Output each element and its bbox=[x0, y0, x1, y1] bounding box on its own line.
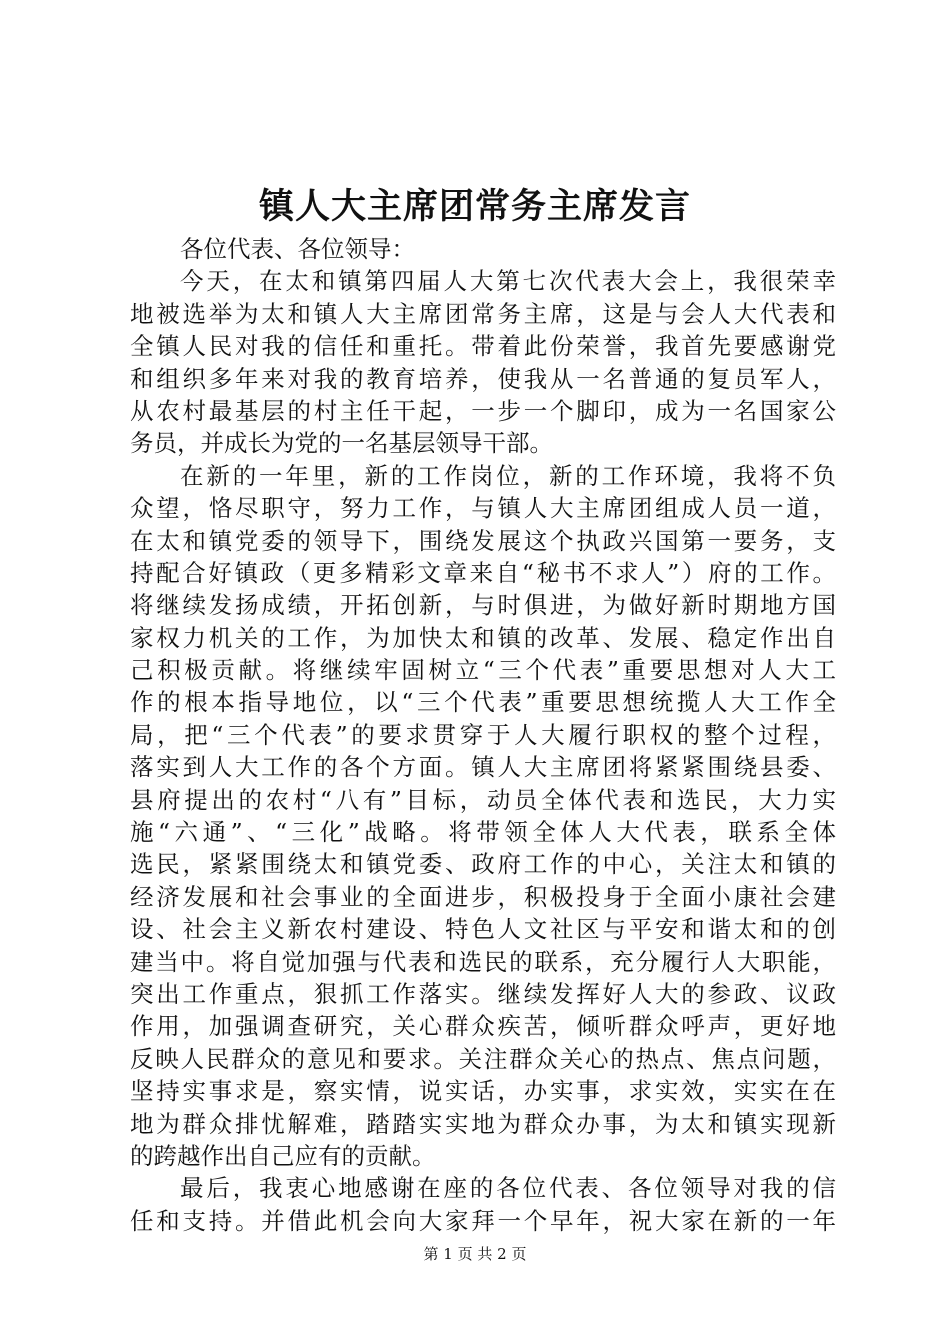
paragraph-line: 落实到人大工作的各个方面。镇人大主席团将紧紧围绕县委、 bbox=[130, 753, 836, 782]
paragraph-line: 县府提出的农村“八有”目标，动员全体代表和选民，大力实 bbox=[130, 785, 836, 814]
paragraph-line: 众望，恪尽职守，努力工作，与镇人大主席团组成人员一道， bbox=[130, 494, 836, 523]
paragraph-line: 全镇人民对我的信任和重托。带着此份荣誉，我首先要感谢党 bbox=[130, 332, 836, 361]
paragraph-line: 反映人民群众的意见和要求。关注群众关心的热点、焦点问题， bbox=[130, 1044, 836, 1073]
paragraph-line: 今天，在太和镇第四届人大第七次代表大会上，我很荣幸 bbox=[180, 267, 836, 296]
document-body bbox=[130, 233, 836, 1237]
page-number-footer: 第 1 页 共 2 页 bbox=[423, 1245, 527, 1263]
paragraph-line: 作的根本指导地位，以“三个代表”重要思想统揽人大工作全 bbox=[130, 688, 836, 717]
paragraph-line: 建当中。将自觉加强与代表和选民的联系，充分履行人大职能， bbox=[130, 947, 836, 976]
paragraph-line: 地被选举为太和镇人大主席团常务主席，这是与会人大代表和 bbox=[130, 299, 836, 328]
paragraph-line: 家权力机关的工作，为加快太和镇的改革、发展、稳定作出自 bbox=[130, 623, 836, 652]
paragraph-line: 地为群众排忧解难，踏踏实实地为群众办事，为太和镇实现新 bbox=[130, 1109, 836, 1138]
paragraph-line: 己积极贡献。将继续牢固树立“三个代表”重要思想对人大工 bbox=[130, 656, 836, 685]
paragraph-line: 最后，我衷心地感谢在座的各位代表、各位领导对我的信 bbox=[180, 1174, 836, 1203]
paragraph-line: 在新的一年里，新的工作岗位，新的工作环境，我将不负 bbox=[180, 461, 836, 490]
paragraph-line: 突出工作重点，狠抓工作落实。继续发挥好人大的参政、议政 bbox=[130, 979, 836, 1008]
paragraph-line: 坚持实事求是，察实情，说实话，办实事，求实效，实实在在 bbox=[130, 1077, 836, 1106]
paragraph-line: 和组织多年来对我的教育培养，使我从一名普通的复员军人， bbox=[130, 364, 836, 393]
paragraph-line: 持配合好镇政（更多精彩文章来自“秘书不求人”）府的工作。 bbox=[130, 558, 836, 587]
paragraph-line: 将继续发扬成绩，开拓创新，与时俱进，为做好新时期地方国 bbox=[130, 591, 836, 620]
salutation-line: 各位代表、各位领导： bbox=[180, 235, 415, 263]
paragraph-line: 的跨越作出自己应有的贡献。 bbox=[130, 1141, 436, 1170]
paragraph-line: 从农村最基层的村主任干起，一步一个脚印，成为一名国家公 bbox=[130, 396, 836, 425]
paragraph-line: 施“六通”、“三化”战略。将带领全体人大代表，联系全体 bbox=[130, 818, 836, 847]
document-title: 镇人大主席团常务主席发言 bbox=[258, 186, 691, 227]
paragraph-line: 局，把“三个代表”的要求贯穿于人大履行职权的整个过程， bbox=[130, 720, 836, 749]
paragraph-line: 任和支持。并借此机会向大家拜一个早年，祝大家在新的一年 bbox=[130, 1206, 836, 1235]
paragraph-line: 务员，并成长为党的一名基层领导干部。 bbox=[130, 429, 553, 458]
paragraph-line: 经济发展和社会事业的全面进步，积极投身于全面小康社会建 bbox=[130, 882, 836, 911]
paragraph-line: 作用，加强调查研究，关心群众疾苦，倾听群众呼声，更好地 bbox=[130, 1012, 836, 1041]
paragraph-line: 选民，紧紧围绕太和镇党委、政府工作的中心，关注太和镇的 bbox=[130, 850, 836, 879]
paragraph-line: 设、社会主义新农村建设、特色人文社区与平安和谐太和的创 bbox=[130, 915, 836, 944]
paragraph-line: 在太和镇党委的领导下，围绕发展这个执政兴国第一要务，支 bbox=[130, 526, 836, 555]
